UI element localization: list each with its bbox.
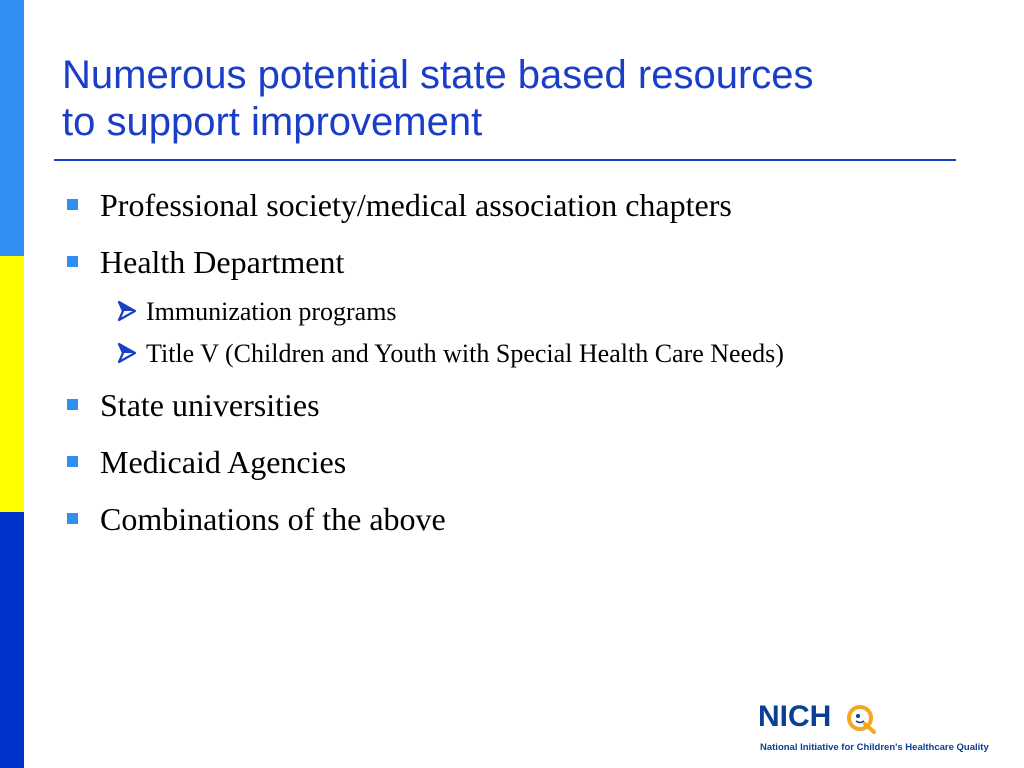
square-bullet-icon — [67, 456, 78, 467]
logo-wordmark: NICH — [758, 700, 832, 733]
square-bullet-icon — [67, 513, 78, 524]
logo-tagline: National Initiative for Children's Healthcare Quality — [760, 742, 989, 753]
bullet-item-medicaid-agencies — [60, 443, 960, 481]
square-bullet-icon — [67, 256, 78, 267]
square-bullet-icon — [67, 399, 78, 410]
subitem-text: Immunization programs — [146, 297, 397, 326]
bullet-text: Combinations of the above — [100, 501, 446, 537]
bullet-text: State universities — [100, 387, 320, 423]
health-department-subitems — [60, 292, 960, 374]
title-line-1: Numerous potential state based resources — [62, 53, 814, 97]
arrow-bullet-icon — [116, 300, 138, 322]
subitem-immunization — [60, 292, 960, 332]
subitem-title-v — [60, 334, 960, 374]
bullet-item-combinations — [60, 500, 960, 538]
square-bullet-icon — [67, 199, 78, 210]
title-line-2: to support improvement — [62, 100, 483, 144]
subitem-text: Title V (Children and Youth with Special Health Care Needs) — [146, 339, 784, 368]
slide-title — [62, 52, 962, 146]
bullet-text: Health Department — [100, 244, 345, 280]
bullet-item-state-universities — [60, 386, 960, 424]
bullet-list — [60, 186, 960, 557]
logo-q-mark-icon — [844, 703, 878, 735]
side-bar-middle — [0, 256, 24, 512]
bullet-item-professional-society — [60, 186, 960, 224]
side-bar-bottom — [0, 512, 24, 768]
nichq-logo — [758, 700, 989, 760]
bullet-item-health-department — [60, 243, 960, 281]
bullet-text: Professional society/medical association chapters — [100, 187, 732, 223]
side-bar-top — [0, 0, 24, 256]
arrow-bullet-icon — [116, 342, 138, 364]
title-underline — [54, 159, 956, 161]
bullet-text: Medicaid Agencies — [100, 444, 347, 480]
